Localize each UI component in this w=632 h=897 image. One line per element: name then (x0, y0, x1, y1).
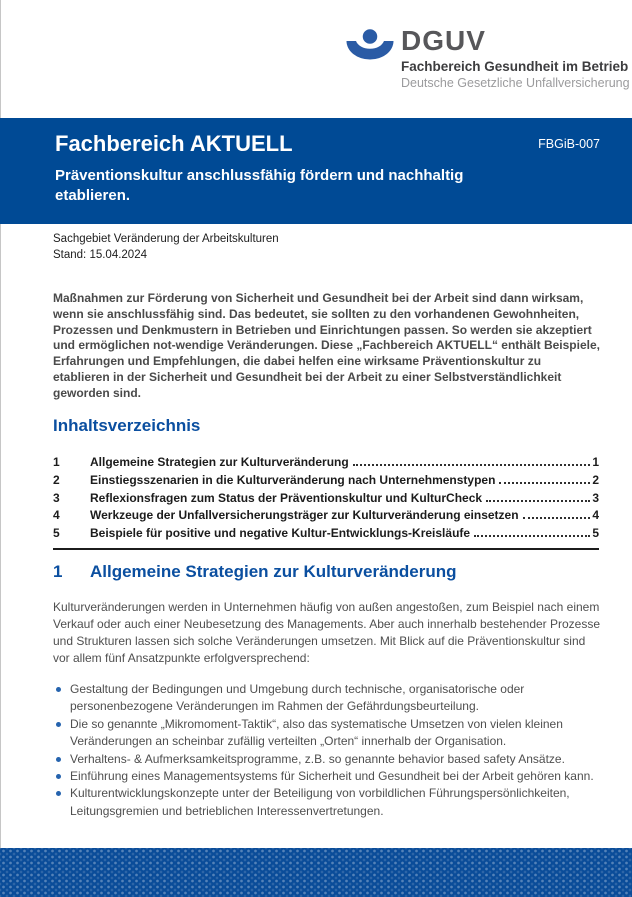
dguv-person-shelter-icon (344, 28, 394, 70)
toc-entry-label: Beispiele für positive und negative Kultur-Entwicklungs-Kreisläufe (90, 526, 471, 541)
logo-subline-dguv: Deutsche Gesetzliche Unfallversicherung (401, 76, 630, 90)
bullet-item-4 (53, 768, 605, 785)
toc-entry-number: 1 (53, 455, 60, 469)
toc-entry-4[interactable] (53, 508, 599, 526)
document-title: Fachbereich AKTUELL (55, 131, 293, 156)
section1-title: Allgemeine Strategien zur Kulturveränderung (90, 562, 457, 581)
toc-entry-number: 2 (53, 472, 60, 487)
toc-entry-3[interactable] (53, 491, 599, 509)
dguv-logo (344, 26, 630, 91)
section-divider-line (53, 548, 599, 550)
bullet-dot-icon (56, 687, 61, 692)
bullet-item-1 (53, 681, 605, 716)
bullet-text: Die so genannte „Mikromoment-Taktik“, also das systematische Umsetzen von vielen kleinen Veränderungen an scheinbar zufällig verteilten „Orten“ innerhalb der Organisation. (70, 716, 563, 749)
section1-number: 1 (53, 562, 63, 581)
toc-entry-1[interactable] (53, 455, 599, 473)
logo-subline-fachbereich: Fachbereich Gesundheit im Betrieb (401, 59, 629, 74)
meta-stand: Stand: 15.04.2024 (53, 249, 147, 261)
toc-entry-2[interactable] (53, 473, 599, 491)
toc-entry-page: 4 (592, 508, 599, 523)
bullet-dot-icon (56, 774, 61, 779)
toc-entry-page: 2 (592, 472, 599, 487)
section1-heading (53, 562, 457, 582)
bullet-text: Gestaltung der Bedingungen und Umgebung durch technische, organisatorische oder personenbezogene Veränderungen im Rahmen der Gefährdungsbeurteilung. (70, 682, 525, 714)
bullet-item-2 (53, 716, 605, 751)
title-band-top-row (55, 131, 600, 157)
toc-entry-5[interactable] (53, 526, 599, 544)
toc-entry-label: Reflexionsfragen zum Status der Präventionskultur und KulturCheck (90, 490, 483, 505)
bullet-item-5 (53, 785, 605, 820)
toc-entry-number: 5 (53, 526, 60, 541)
toc-dot-leader (499, 482, 590, 484)
bullet-text: Kulturentwicklungskonzepte unter der Beteiligung von vorbildlichen Führungspersönlichkeiten, Leitungsgremien und betrieblichen Interessenvertretungen. (70, 786, 570, 818)
toc-entry-label: Allgemeine Strategien zur Kulturveränderung (90, 455, 349, 469)
bullet-item-3 (53, 751, 605, 768)
toc-heading: Inhaltsverzeichnis (53, 416, 201, 435)
toc-entry-page: 5 (592, 526, 599, 541)
intro-paragraph: Maßnahmen zur Förderung von Sicherheit und Gesundheit bei der Arbeit sind dann wirksam, wenn sie anschlussfähig sind. Das bedeutet, sie sollten zu den vorhandenen Gewohnheiten, Prozessen und Denkmustern in Betrieben und Einrichtungen passen. So werden sie akzeptiert und ermöglichen not-wendige Veränderungen. Diese „Fachbereich AKTUELL“ enthält Beispiele, Erfahrungen und Empfehlungen, die dabei helfen eine wirksame Präventionskultur zu etablieren in der Sicherheit und Gesundheit bei der Arbeit zu einer Selbstverständlichkeit geworden sind. (53, 291, 600, 400)
title-band (0, 118, 632, 224)
toc-entry-number: 4 (53, 508, 60, 523)
meta-block (53, 231, 279, 263)
bullet-dot-icon (56, 791, 61, 796)
toc-entry-page: 3 (592, 490, 599, 505)
toc-entry-label: Einstiegsszenarien in die Kulturveränderung nach Unternehmenstypen (90, 472, 496, 487)
toc-entry-label: Werkzeuge der Unfallversicherungsträger zur Kulturveränderung einsetzen (90, 508, 519, 523)
toc-dot-leader (486, 500, 590, 502)
meta-sachgebiet: Sachgebiet Veränderung der Arbeitskulturen (53, 233, 279, 245)
toc-dot-leader (474, 535, 590, 537)
logo-brand-text: DGUV (401, 25, 486, 56)
bullet-dot-icon (56, 757, 61, 762)
bullet-text: Einführung eines Managementsystems für Sicherheit und Gesundheit bei der Arbeit gehören kann. (70, 769, 594, 784)
bullet-text: Verhaltens- & Aufmerksamkeitsprogramme, z.B. so genannte behavior based safety Ansätze. (70, 751, 565, 766)
bullet-dot-icon (56, 722, 61, 727)
toc-entry-number: 3 (53, 490, 60, 505)
footer-decorative-band (0, 848, 632, 897)
section1-paragraph: Kulturveränderungen werden in Unternehmen häufig von außen angestoßen, zum Beispiel nach einem Verkauf oder auch einer Neubesetzung des Managements. Aber auch innerhalb bestehender Prozesse und Strukturen lassen sich solche Veränderungen umsetzen. Mit Blick auf die Präventionskultur sind vor allem fünf Ansatzpunkte erfolgversprechend: (53, 600, 601, 665)
toc-dot-leader (523, 517, 591, 519)
logo-text-block (401, 26, 630, 91)
document-subtitle: Präventionskultur anschlussfähig fördern und nachhaltig etablieren. (55, 167, 464, 204)
toc-dot-leader (353, 464, 591, 466)
section1-bullet-list (53, 681, 605, 820)
toc-list (53, 455, 599, 544)
toc-entry-page: 1 (592, 455, 599, 469)
document-code: FBGiB-007 (538, 137, 600, 151)
